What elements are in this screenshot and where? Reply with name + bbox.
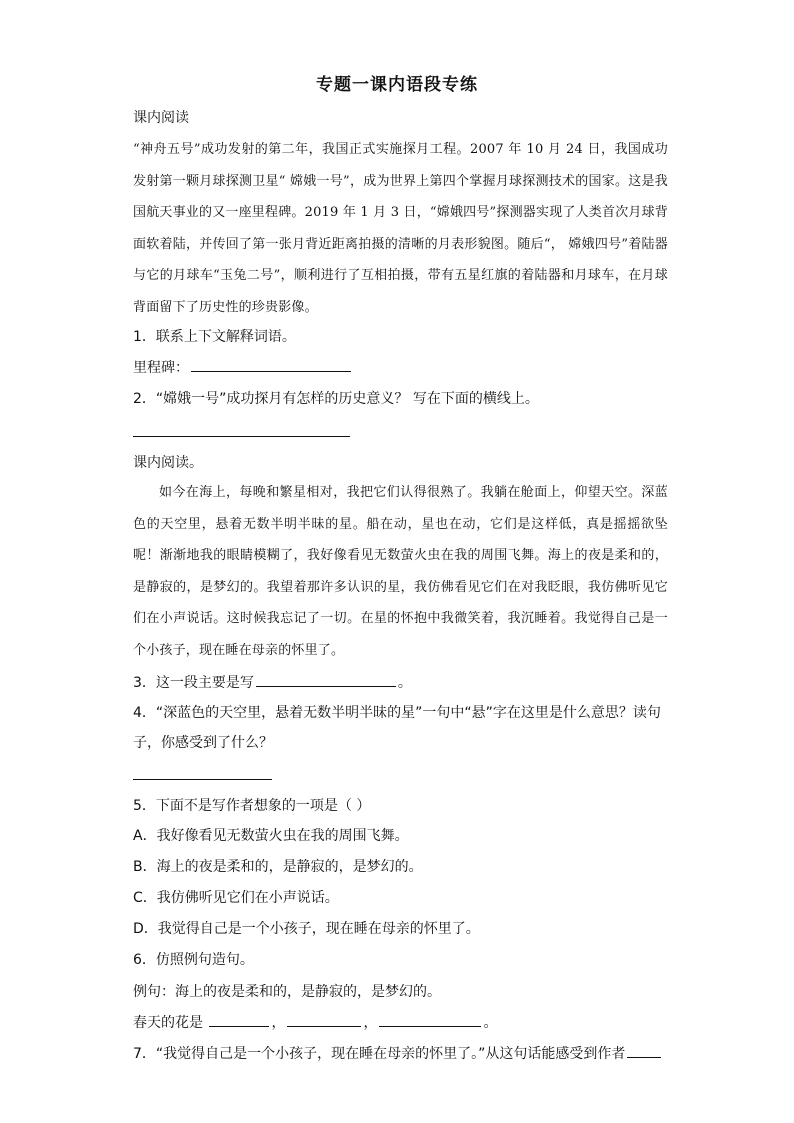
question-1-answer-line (133, 357, 353, 378)
question-6-answer-line (133, 1012, 497, 1033)
question-5-option-a[interactable]: A．我好像看见无数萤火虫在我的周围飞舞。 (133, 828, 409, 844)
question-6-blank-3[interactable] (379, 1012, 481, 1027)
question-4-line2: 子，你感受到了什么？ (133, 735, 273, 751)
question-6-end: 。 (483, 1015, 498, 1031)
section2-passage: 如今在海上，每晚和繁星相对，我把它们认得很熟了。我躺在舱面上，仰望天空。深蓝色的天空里，悬着无数半明半昧的星。船在动，星也在动，它们是这样低，真是摇摇欲坠呢！渐渐地我的眼睛模糊了，我好像看见无数萤火虫在我的周围飞舞。海上的夜是柔和的，是静寂的，是梦幻的。我望着那许多认识的星，我仿佛看见它们在对我眨眼，我仿佛听见它们在小声说话。这时候我忘记了一切。在星的怀抱中我微笑着，我沉睡着。我觉得自己是一个小孩子，现在睡在母亲的怀里了。 (133, 485, 668, 658)
question-2: 2．“嫦娥一号”成功探月有怎样的历史意义？ 写在下面的横线上。 (133, 391, 539, 407)
question-3-text: 3．这一段主要是写 (133, 675, 254, 691)
question-7-text: 7．“我觉得自己是一个小孩子，现在睡在母亲的怀里了。”从这句话能感受到作者 (133, 1046, 626, 1062)
section1-heading: 课内阅读 (133, 110, 189, 126)
question-4-line1: 4．“深蓝色的天空里，悬着无数半明半昧的星”一句中“悬”字在这里是什么意思？读句 (133, 705, 661, 721)
question-7-blank[interactable] (627, 1043, 661, 1058)
question-6-prompt: 春天的花是 (133, 1015, 203, 1031)
question-4-answer-line[interactable] (133, 779, 272, 780)
question-1-word: 里程碑： (133, 360, 189, 376)
question-1: 1．联系上下文解释词语。 (133, 329, 296, 345)
question-3-end: 。 (397, 675, 412, 691)
question-5-option-d[interactable]: D．我觉得自己是一个小孩子，现在睡在母亲的怀里了。 (133, 921, 480, 937)
question-5: 5．下面不是写作者想象的一项是（ ） (133, 798, 371, 814)
question-6-blank-2[interactable] (287, 1012, 361, 1027)
question-6-sep-1: ， (271, 1015, 286, 1031)
question-7 (133, 1043, 663, 1064)
question-2-answer-line[interactable] (133, 436, 350, 437)
question-5-option-b[interactable]: B．海上的夜是柔和的，是静寂的，是梦幻的。 (133, 859, 423, 875)
question-6-sep-2: ， (363, 1015, 378, 1031)
question-1-blank[interactable] (191, 357, 351, 372)
section2-heading: 课内阅读。 (133, 455, 203, 471)
question-6-example: 例句：海上的夜是柔和的，是静寂的，是梦幻的。 (133, 984, 441, 1000)
question-5-option-c[interactable]: C．我仿佛听见它们在小声说话。 (133, 890, 339, 906)
question-6-blank-1[interactable] (209, 1012, 269, 1027)
question-3-blank[interactable] (256, 672, 396, 687)
question-6: 6．仿照例句造句。 (133, 952, 254, 968)
page-title: 专题一课内语段专练 (316, 75, 478, 95)
section1-passage: “神舟五号”成功发射的第二年，我国正式实施探月工程。2007 年 10 月 24 日，我国成功发射第一颗月球探测卫星“ 嫦娥一号”，成为世界上第四个掌握月球探测技术的国家。这是我国航天事业的又一座里程碑。2019 年 1 月 3 日，“嫦娥四号”探测器实现了人类首次月球背面软着陆，并传回了第一张月背近距离拍摄的清晰的月表形貌图。随后“， 嫦娥四号”着陆器与它的月球车“玉兔二号”，顺利进行了互相拍摄，带有五星红旗的着陆器和月球车，在月球背面留下了历史性的珍贵影像。 (133, 142, 668, 315)
question-3 (133, 672, 412, 693)
